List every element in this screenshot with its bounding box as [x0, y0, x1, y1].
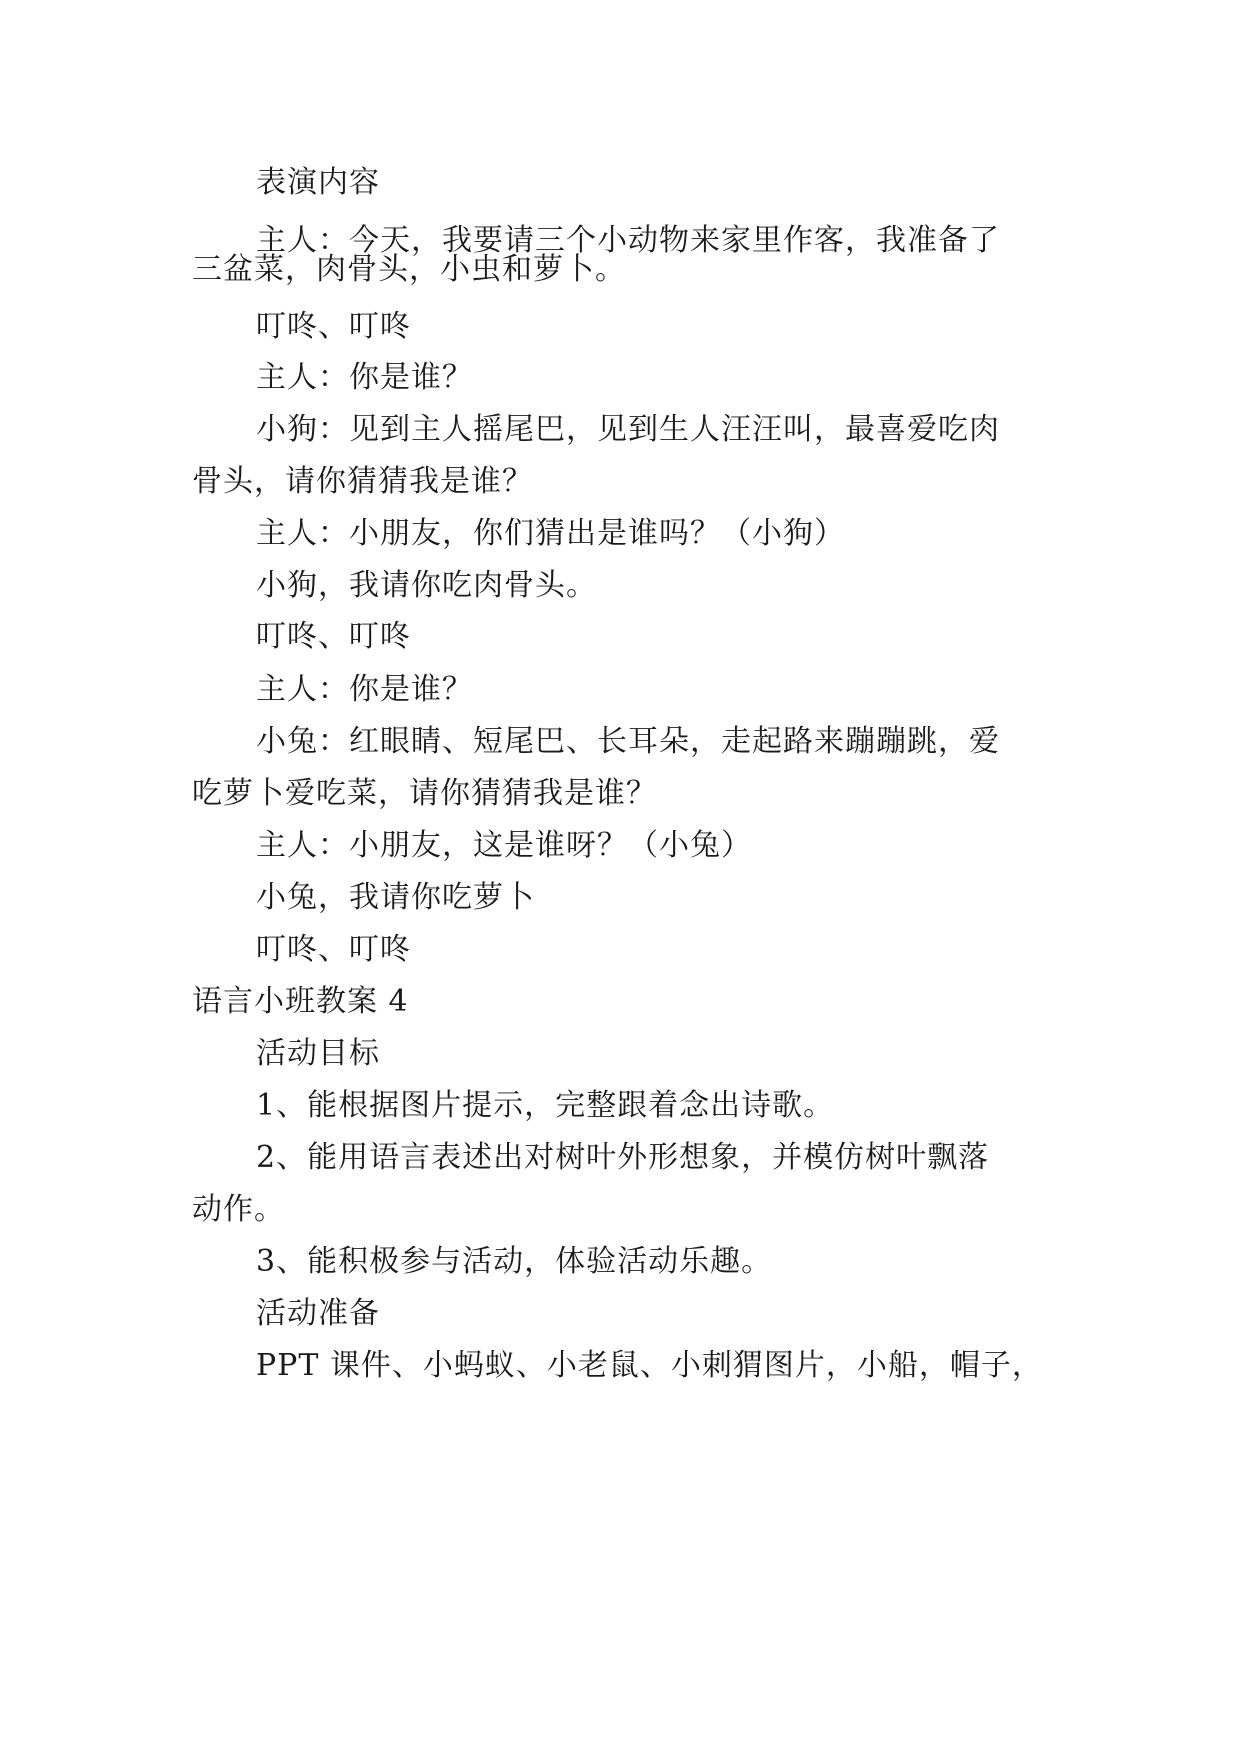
- text-line: 叮咚、叮咚: [256, 309, 411, 344]
- text-line: 小兔：红眼睛、短尾巴、长耳朵，走起路来蹦蹦跳，爱: [256, 724, 1000, 759]
- text-line: 1、能根据图片提示，完整跟着念出诗歌。: [256, 1088, 835, 1123]
- text-line: 三盆菜，肉骨头，小虫和萝卜。: [192, 252, 626, 287]
- section-heading-performance: 表演内容: [256, 165, 380, 200]
- text-line: 吃萝卜爱吃菜，请你猜猜我是谁？: [192, 776, 657, 811]
- text-line: 3、能积极参与活动，体验活动乐趣。: [256, 1244, 773, 1279]
- section-heading-objectives: 活动目标: [256, 1036, 380, 1071]
- text-line: 主人：小朋友，你们猜出是谁吗？（小狗）: [256, 516, 845, 551]
- text-line: 小兔，我请你吃萝卜: [256, 880, 535, 915]
- text-line: 小狗：见到主人摇尾巴，见到生人汪汪叫，最喜爱吃肉: [256, 412, 1000, 447]
- text-line: PPT 课件、小蚂蚁、小老鼠、小刺猬图片，小船，帽子，: [256, 1348, 1043, 1383]
- text-line: 主人：今天，我要请三个小动物来家里作客，我准备了: [256, 223, 1000, 258]
- text-line: 2、能用语言表述出对树叶外形想象，并模仿树叶飘落: [256, 1140, 990, 1175]
- text-line: 叮咚、叮咚: [256, 932, 411, 967]
- text-line: 主人：小朋友，这是谁呀？（小兔）: [256, 828, 752, 863]
- text-line: 动作。: [192, 1192, 285, 1227]
- section-title-lesson-4: 语言小班教案 4: [192, 984, 409, 1019]
- text-line: 骨头，请你猜猜我是谁？: [192, 464, 533, 499]
- text-line: 叮咚、叮咚: [256, 619, 411, 654]
- text-line: 主人：你是谁？: [256, 672, 473, 707]
- section-heading-preparation: 活动准备: [256, 1296, 380, 1331]
- text-line: 小狗，我请你吃肉骨头。: [256, 568, 597, 603]
- text-line: 主人：你是谁？: [256, 360, 473, 395]
